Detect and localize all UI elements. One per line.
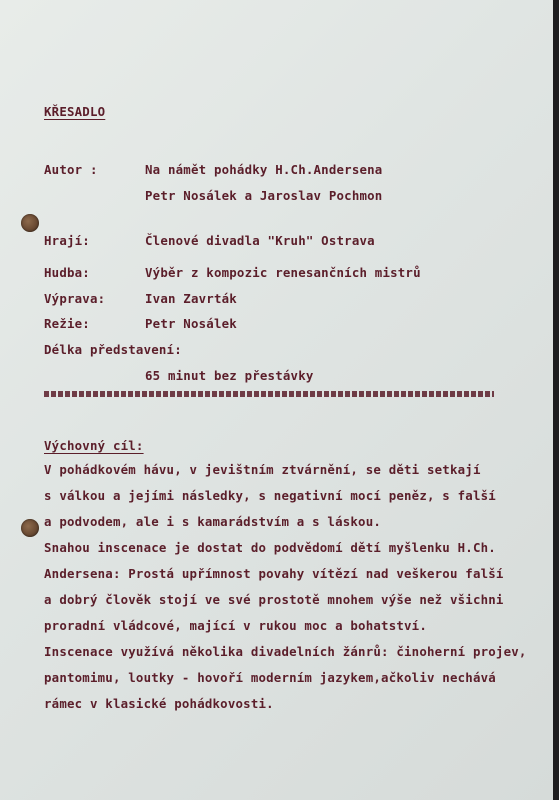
duration-label: Délka představení: [44, 342, 182, 357]
body-line: rámec v klasické pohádkovosti. [44, 696, 274, 711]
body-line: a dobrý člověk stojí ve své prostotě mnohem výše než všichni [44, 592, 504, 607]
credit-label-author: Autor : [44, 162, 98, 177]
credit-value-music: Výběr z kompozic renesančních mistrů [145, 265, 421, 280]
credit-label-cast: Hrají: [44, 233, 90, 248]
body-line: Snahou inscenace je dostat do podvědomí dětí myšlenku H.Ch. [44, 540, 496, 555]
body-line: Andersena: Prostá upřímnost povahy vítězí nad veškerou falší [44, 566, 504, 581]
section-title: Výchovný cíl: [44, 438, 144, 453]
body-line: Inscenace využívá několika divadelních žánrů: činoherní projev, [44, 644, 527, 659]
credit-label-design: Výprava: [44, 291, 106, 306]
credit-label-direction: Režie: [44, 316, 90, 331]
document-title: KŘESADLO [44, 104, 106, 119]
page-edge-shadow [553, 0, 559, 800]
punch-hole [21, 214, 39, 232]
body-line: pantomimu, loutky - hovoří moderním jazykem,ačkoliv nechává [44, 670, 496, 685]
punch-hole [21, 519, 39, 537]
body-line: a podvodem, ale i s kamarádstvím a s láskou. [44, 514, 382, 529]
credit-value-cast: Členové divadla "Kruh" Ostrava [145, 233, 375, 248]
credit-value-author-1: Na námět pohádky H.Ch.Andersena [145, 162, 383, 177]
credit-label-music: Hudba: [44, 265, 90, 280]
credit-value-direction: Petr Nosálek [145, 316, 237, 331]
body-line: V pohádkovém hávu, v jevištním ztvárnění, se děti setkají [44, 462, 481, 477]
credit-value-author-2: Petr Nosálek a Jaroslav Pochmon [145, 188, 383, 203]
body-line: proradní vládcové, mající v rukou moc a bohatství. [44, 618, 427, 633]
body-line: s válkou a jejími následky, s negativní mocí peněz, s falší [44, 488, 496, 503]
duration-value: 65 minut bez přestávky [145, 368, 314, 383]
separator-rule [44, 391, 494, 397]
credit-value-design: Ivan Zavrták [145, 291, 237, 306]
